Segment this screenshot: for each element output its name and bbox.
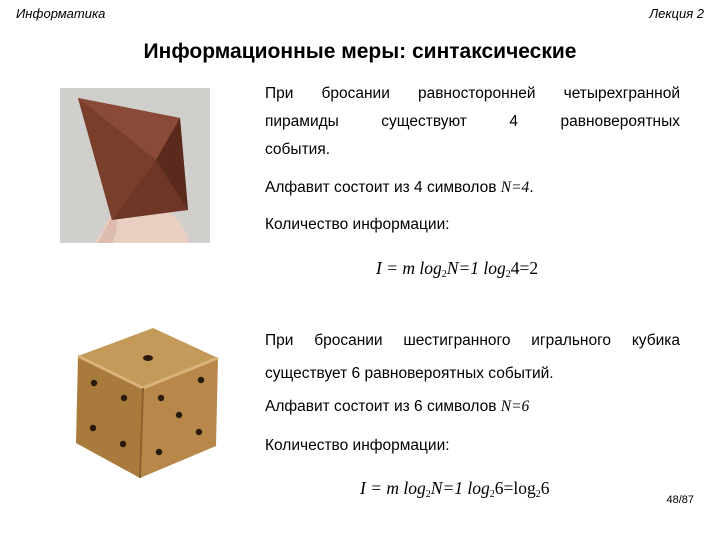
dice-alphabet-formula: N=6 [500, 398, 530, 415]
pyramid-alphabet-formula: N=4 [500, 179, 530, 196]
pyramid-line-3: события. [265, 141, 331, 158]
lecture-label: Лекция 2 [649, 6, 704, 21]
dice-alphabet [265, 397, 680, 417]
course-name: Информатика [16, 6, 106, 21]
pyramid-info-label: Количество информации: [265, 216, 450, 233]
pyramid-formula [376, 258, 538, 280]
page-number: 48/87 [666, 494, 694, 506]
pyramid-line-1: При бросании равносторонней четырехгранной [265, 85, 680, 102]
pyramid-formula-sub2: 2 [505, 269, 511, 280]
pyramid-alphabet [265, 178, 680, 198]
pyramid-formula-sub1: 2 [441, 269, 447, 280]
pyramid-formula-b: N=1 log [446, 258, 506, 278]
dice-formula-sub3: 2 [535, 489, 541, 500]
dice-formula-c: 6=log [494, 478, 536, 498]
dice-line-1: При бросании шестигранного игрального кубика [265, 332, 680, 349]
dice-photo [58, 318, 228, 488]
dice-info-label: Количество информации: [265, 437, 450, 454]
pyramid-line-2: пирамиды существуют 4 равновероятных [265, 113, 680, 130]
dice-alphabet-text: Алфавит состоит из 6 символов [265, 398, 501, 415]
pyramid-photo [60, 88, 210, 243]
slide-title: Информационные меры: синтаксические [143, 40, 577, 63]
pyramid-alphabet-end: . [529, 179, 534, 196]
dice-formula-a: I = m log [360, 478, 426, 498]
pyramid-formula-a: I = m log [376, 258, 442, 278]
dice-formula-d: 6 [540, 478, 550, 498]
dice-formula-sub1: 2 [425, 489, 431, 500]
pyramid-formula-c: 4=2 [510, 258, 539, 278]
dice-line-2: существует 6 равновероятных событий. [265, 365, 554, 382]
pyramid-alphabet-text: Алфавит состоит из 4 символов [265, 179, 501, 196]
dice-formula [360, 478, 549, 500]
dice-formula-sub2: 2 [489, 489, 495, 500]
dice-formula-b: N=1 log [430, 478, 490, 498]
